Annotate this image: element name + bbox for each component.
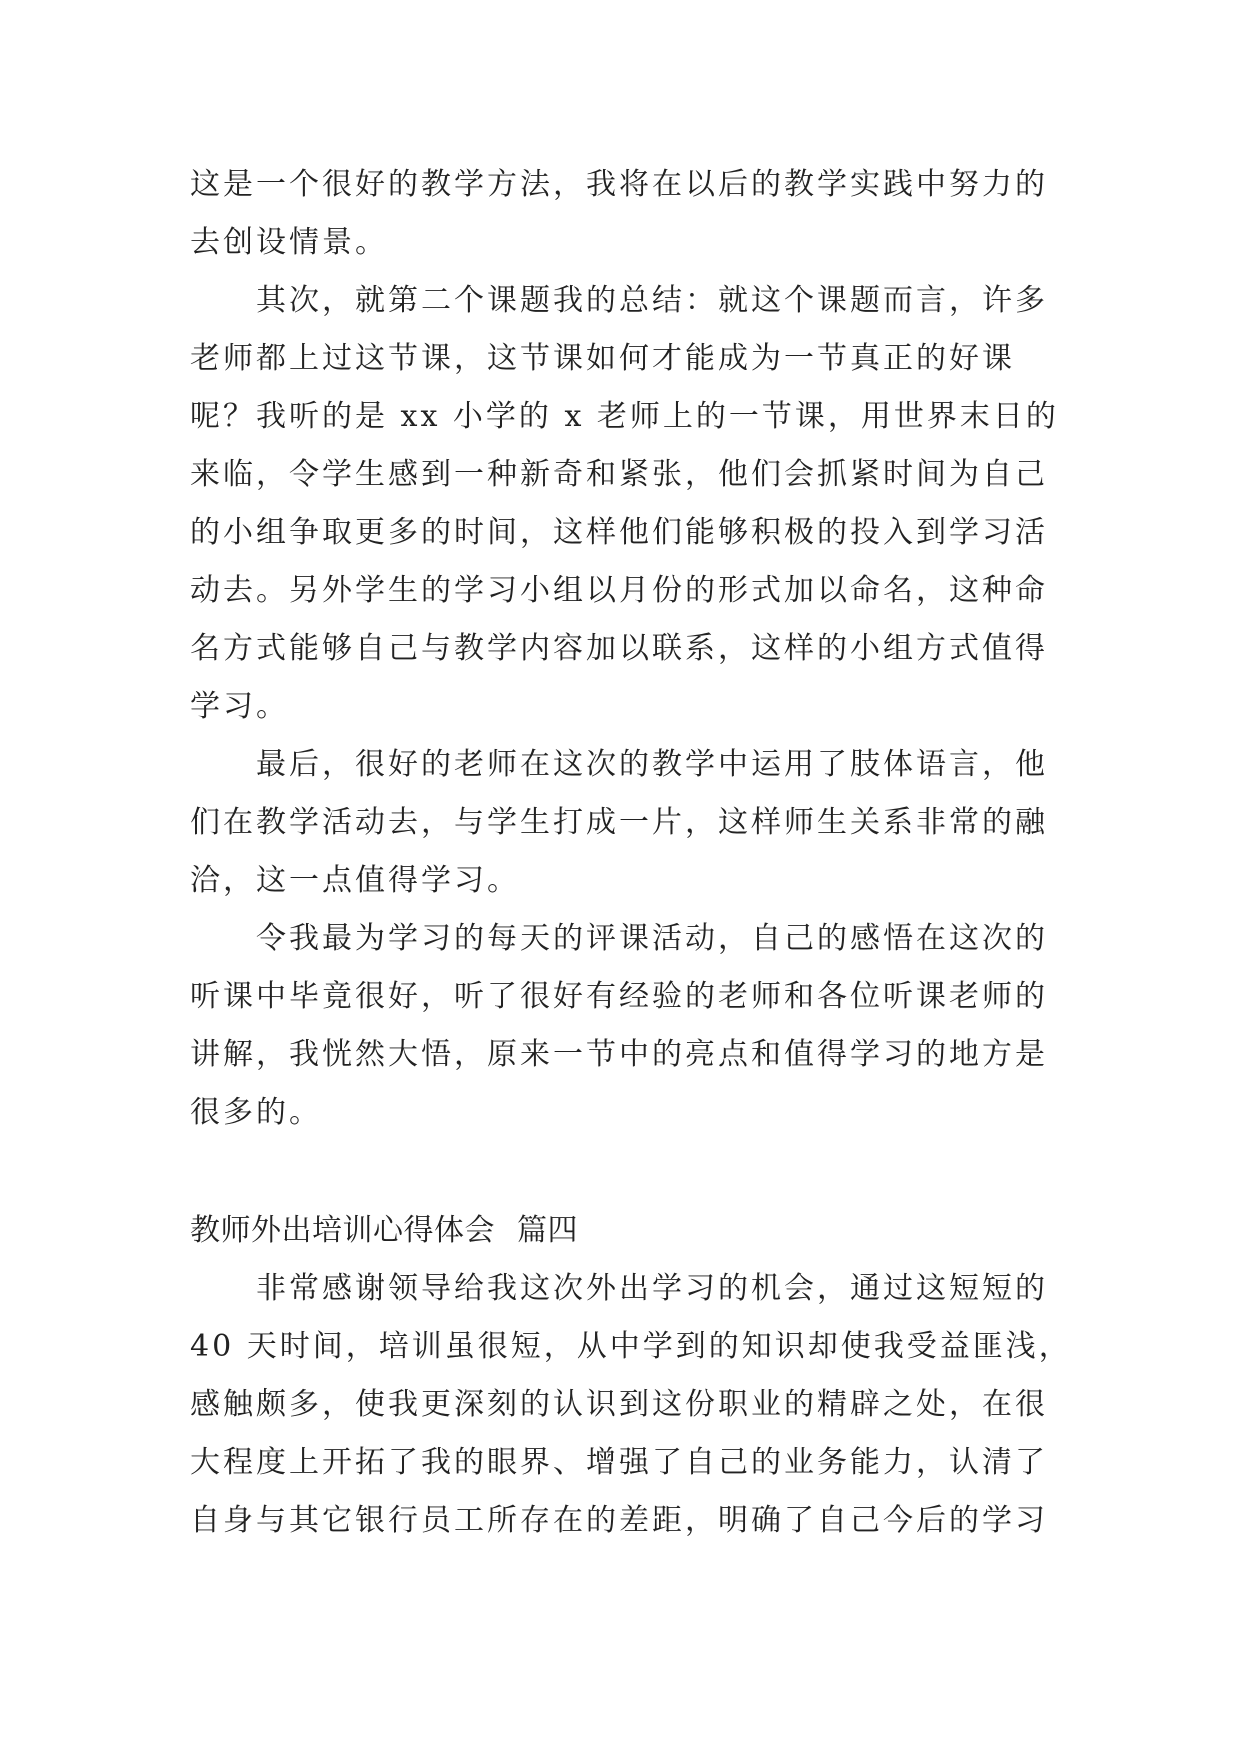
text-line: 们在教学活动去，与学生打成一片，这样师生关系非常的融 — [190, 805, 1048, 840]
text-line: 非常感谢领导给我这次外出学习的机会，通过这短短的 — [256, 1271, 1048, 1306]
text-line: 这是一个很好的教学方法，我将在以后的教学实践中努力的 — [190, 167, 1048, 202]
paragraph-1 — [190, 156, 1052, 272]
text-line: 讲解，我恍然大悟，原来一节中的亮点和值得学习的地方是 — [190, 1037, 1048, 1072]
text-line: 来临，令学生感到一种新奇和紧张，他们会抓紧时间为自己 — [190, 457, 1048, 492]
document-body — [190, 156, 1072, 1550]
section-label: 篇四 — [517, 1213, 578, 1248]
text-line: 的小组争取更多的时间，这样他们能够积极的投入到学习活 — [190, 515, 1048, 550]
text-line: 令我最为学习的每天的评课活动，自己的感悟在这次的 — [256, 921, 1048, 956]
text-line: 去创设情景。 — [190, 225, 388, 260]
text-line: 很多的。 — [190, 1095, 322, 1130]
text-line: 其次，就第二个课题我的总结：就这个课题而言，许多 — [256, 283, 1048, 318]
section-heading — [190, 1202, 1052, 1260]
text-line: 呢？我听的是 xx 小学的 x 老师上的一节课，用世界末日的 — [190, 399, 1059, 434]
text-line: 最后，很好的老师在这次的教学中运用了肢体语言，他 — [256, 747, 1048, 782]
paragraph-2 — [190, 272, 1059, 736]
text-line: 老师都上过这节课，这节课如何才能成为一节真正的好课 — [190, 341, 1015, 376]
text-line: 自身与其它银行员工所存在的差距，明确了自己今后的学习 — [190, 1503, 1048, 1538]
text-line: 听课中毕竟很好，听了很好有经验的老师和各位听课老师的 — [190, 979, 1048, 1014]
text-line: 学习。 — [190, 689, 289, 724]
text-line: 名方式能够自己与教学内容加以联系，这样的小组方式值得 — [190, 631, 1048, 666]
text-line: 大程度上开拓了我的眼界、增强了自己的业务能力，认清了 — [190, 1445, 1048, 1480]
section-spacer — [190, 1142, 1052, 1202]
paragraph-4 — [190, 910, 1052, 1142]
text-line: 40 天时间，培训虽很短，从中学到的知识却使我受益匪浅， — [190, 1329, 1072, 1364]
paragraph-3 — [190, 736, 1052, 910]
text-line: 洽，这一点值得学习。 — [190, 863, 520, 898]
text-line: 感触颇多，使我更深刻的认识到这份职业的精辟之处，在很 — [190, 1387, 1048, 1422]
paragraph-5 — [190, 1260, 1072, 1550]
text-line: 动去。另外学生的学习小组以月份的形式加以命名，这种命 — [190, 573, 1048, 608]
section-title: 教师外出培训心得体会 — [190, 1213, 495, 1248]
